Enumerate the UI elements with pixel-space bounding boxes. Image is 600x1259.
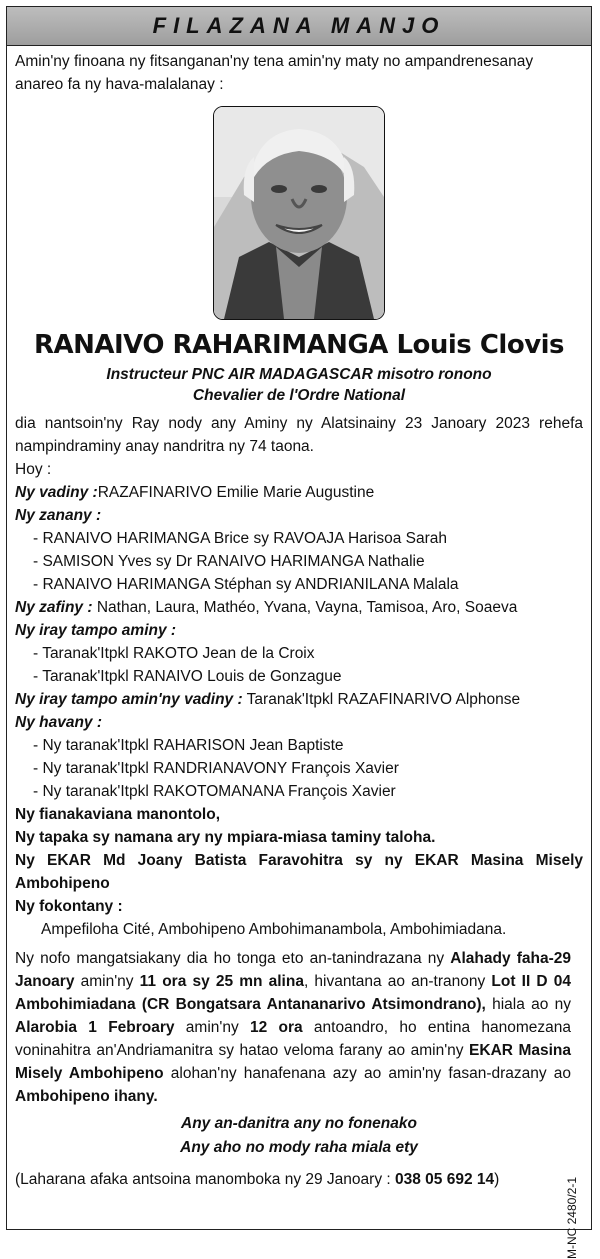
vadiny-label: Ny vadiny : <box>15 484 98 501</box>
funeral-text: amin'ny <box>174 1019 251 1036</box>
contact-footer <box>15 1168 583 1191</box>
death-announcement: dia nantsoin'ny Ray nody any Aminy ny Alatsinainy 23 Janoary 2023 rehefa nampindraminy anay nandritra ny 74 taona. <box>15 415 583 455</box>
funeral-departure-time: 12 ora <box>250 1019 303 1036</box>
funeral-arrival-time: 11 ora sy 25 mn alina <box>139 973 304 990</box>
tampo-vadiny-section <box>15 688 583 711</box>
funeral-text: hiala ao ny <box>485 996 571 1013</box>
list-item: - Taranak'Itpkl RANAIVO Louis de Gonzague <box>33 668 342 685</box>
closing-line-1: Any an-danitra any no fonenako <box>181 1115 417 1132</box>
tampo-aminy-list <box>15 642 583 688</box>
funeral-details <box>15 947 571 1108</box>
funeral-text: Ny nofo mangatsiakany dia ho tonga eto an-tanindrazana ny <box>15 950 451 967</box>
list-item: - RANAIVO HARIMANGA Brice sy RAVOAJA Harisoa Sarah <box>33 530 448 547</box>
fokontany-value: Ampefiloha Cité, Ambohipeno Ambohimanambola, Ambohimiadana. <box>41 921 507 938</box>
funeral-burial-place: Ambohipeno ihany. <box>15 1088 158 1105</box>
contact-phone: 038 05 692 14 <box>395 1171 495 1188</box>
obituary-notice <box>6 6 592 1259</box>
zanany-list <box>15 527 583 596</box>
fokontany-label: Ny fokontany : <box>15 898 123 915</box>
tampo-vadiny-value: Taranak'Itpkl RAZAFINARIVO Alphonse <box>242 691 521 708</box>
vadiny-value: RAZAFINARIVO Emilie Marie Augustine <box>97 484 375 501</box>
fianakaviana-line: Ny fianakaviana manontolo, <box>15 806 220 823</box>
closing-verse <box>15 1112 583 1160</box>
contact-text: (Laharana afaka antsoina manomboka ny 29 Janoary : <box>15 1171 395 1188</box>
funeral-text: , hivantana ao an-tranony <box>303 973 492 990</box>
portrait-photo <box>213 106 385 320</box>
notice-header <box>7 7 591 46</box>
deceased-title-line2: Chevalier de l'Ordre National <box>192 387 406 404</box>
funeral-text: amin'ny <box>74 973 140 990</box>
tampo-aminy-label: Ny iray tampo aminy : <box>15 622 177 639</box>
vadiny-section <box>15 481 583 504</box>
notice-title: FILAZANA MANJO <box>152 13 446 38</box>
contact-text-end: ) <box>494 1171 500 1188</box>
portrait-photo-icon <box>214 107 384 319</box>
zafiny-section <box>15 596 583 619</box>
funeral-departure-date: Alarobia 1 Febroary <box>15 1019 175 1036</box>
closing-line-2: Any aho no mody raha miala ety <box>180 1139 418 1156</box>
zafiny-value: Nathan, Laura, Mathéo, Yvana, Vayna, Tamisoa, Aro, Soaeva <box>92 599 518 616</box>
hoy-label: Hoy : <box>15 461 52 478</box>
tampo-vadiny-label: Ny iray tampo amin'ny vadiny : <box>15 691 243 708</box>
funeral-arrival-date: Alahady faha-29 Janoary <box>15 950 571 990</box>
funeral-address: Lot II D 04 Ambohimiadana (CR Bongatsara Antananarivo Atsimondrano), <box>15 973 571 1013</box>
zafiny-label: Ny zafiny : <box>15 599 93 616</box>
funeral-text: antoandro, ho entina hanomezana voninahitra an'Andriamanitra sy hatao veloma farany ao amin'ny <box>15 1019 571 1059</box>
funeral-church: EKAR Masina Misely Ambohipeno <box>15 1042 571 1082</box>
funeral-text: alohan'ny hanafenana azy ao amin'ny fasan-drazany ao <box>163 1065 571 1082</box>
tapaka-line: Ny tapaka sy namana ary ny mpiara-miasa taminy taloha. <box>15 829 436 846</box>
havany-list <box>15 734 583 803</box>
ekar-line: Ny EKAR Md Joany Batista Faravohitra sy ny EKAR Masina Misely Ambohipeno <box>15 852 583 892</box>
reference-code: M-NC 2480/2-1 <box>565 1177 579 1259</box>
list-item: - Ny taranak'Itpkl RAHARISON Jean Baptiste <box>33 737 344 754</box>
list-item: - SAMISON Yves sy Dr RANAIVO HARIMANGA Nathalie <box>33 553 425 570</box>
intro-text: Amin'ny finoana ny fitsanganan'ny tena amin'ny maty no ampandrenesanay anareo fa ny hava-malalanay : <box>15 53 534 93</box>
list-item: - RANAIVO HARIMANGA Stéphan sy ANDRIANILANA Malala <box>33 576 459 593</box>
havany-label: Ny havany : <box>15 714 103 731</box>
zanany-label: Ny zanany : <box>15 507 102 524</box>
deceased-title-line1: Instructeur PNC AIR MADAGASCAR misotro ronono <box>106 366 492 383</box>
list-item: - Ny taranak'Itpkl RAKOTOMANANA François Xavier <box>33 783 396 800</box>
list-item: - Taranak'Itpkl RAKOTO Jean de la Croix <box>33 645 315 662</box>
list-item: - Ny taranak'Itpkl RANDRIANAVONY François Xavier <box>33 760 399 777</box>
deceased-name: RANAIVO RAHARIMANGA Louis Clovis <box>33 330 565 360</box>
notice-body <box>7 46 591 1191</box>
